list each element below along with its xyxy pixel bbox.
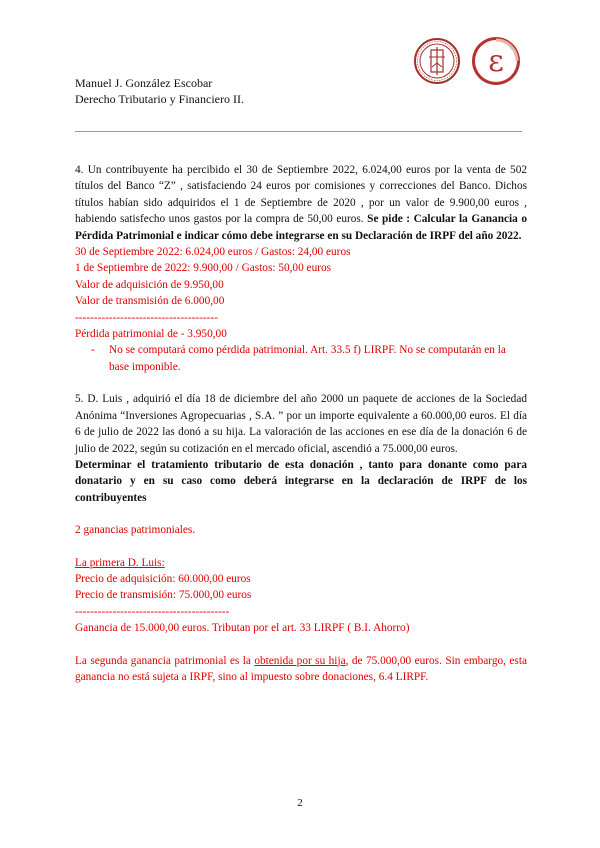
answer-5 [75,522,527,685]
emblem-letter: ε [488,44,504,79]
answer-5-intro: 2 ganancias patrimoniales. [75,524,196,537]
answer-4 [75,244,527,375]
answer-5-result: Ganancia de 15.000,00 euros. Tributan por el art. 33 LIRPF ( B.I. Ahorro) [75,622,410,635]
answer-4-bullet-text: No se computará como pérdida patrimonial. Art. 33.5 f) LIRPF. No se computarán en la base imponible. [109,344,506,373]
author-name: Manuel J. González Escobar [75,76,213,90]
document-header [75,75,244,107]
answer-4-separator: -------------------------------------- [75,311,218,324]
answer-4-line: 30 de Septiembre 2022: 6.024,00 euros / Gastos: 24,00 euros [75,246,351,259]
answer-4-line: Valor de transmisión de 6.000,00 [75,295,225,308]
answer-4-bullet [75,342,527,375]
header-divider [75,131,522,132]
university-seal-logo [413,37,461,85]
answer-5-first-title: La primera D. Luis: [75,556,165,569]
answer-4-line: Valor de adquisición de 9.950,00 [75,278,224,291]
question-4-task: Se pide : Calcular la Ganancia o Pérdida Patrimonial e indicar cómo debe integrarse en su Declaración de IRPF del año 2022. [75,213,527,242]
document-body [75,162,527,685]
answer-5-separator: ----------------------------------------- [75,605,230,618]
bullet-dash: - [91,344,95,357]
answer-5-second-underlined: obtenida por su hija [254,654,346,667]
answer-4-line: 1 de Septiembre de 2022: 9.900,00 / Gastos: 50,00 euros [75,262,332,275]
page-number: 2 [297,797,303,809]
answer-4-result: Pérdida patrimonial de - 3.950,00 [75,328,227,341]
answer-5-second-post: , de 75.000,00 euros. Sin embargo, esta ganancia no está sujeta a IRPF, sino al impuesto sobre donaciones, 6.4 LIRPF. [75,654,527,683]
answer-5-line: Precio de transmisión: 75.000,00 euros [75,589,252,602]
question-4 [75,162,527,244]
answer-5-second [75,653,527,686]
answer-5-second-pre: La segunda ganancia patrimonial es la [75,654,255,667]
question-4-statement: 4. Un contribuyente ha percibido el 30 de Septiembre 2022, 6.024,00 euros por la venta de 502 títulos del Banco “Z” , satisfaciendo 24 euros por comisiones y correcciones del Banco. Dichos títulos habían sido adquiridos el 1 de Septiembre de 2020 , por un valor de 9.900,00 euros , habiendo satisfecho unos gastos por la compra de 50,00 euros. [75,164,527,226]
answer-5-line: Precio de adquisición: 60.000,00 euros [75,572,251,585]
question-5-task: Determinar el tratamiento tributario de esta donación , tanto para donante como para donatario y en su caso como deberá integrarse en la declaración de IRPF de los contribuyentes [75,458,527,504]
course-name: Derecho Tributario y Financiero II. [75,92,244,106]
question-5-statement: 5. D. Luis , adquirió el día 18 de diciembre del año 2000 un paquete de acciones de la Sociedad Anónima “Inversiones Agropecuarias , S.A. ” por un importe equivalente a 60.000,00 euros. El día 6 de julio de 2022 las donó a su hija. La valoración de las acciones en ese día de la donación 6 de julio de 2022, según su cotización en el mercado oficial, ascendió a 75.000,00 euros. [75,393,527,455]
faculty-emblem-logo [470,35,522,87]
